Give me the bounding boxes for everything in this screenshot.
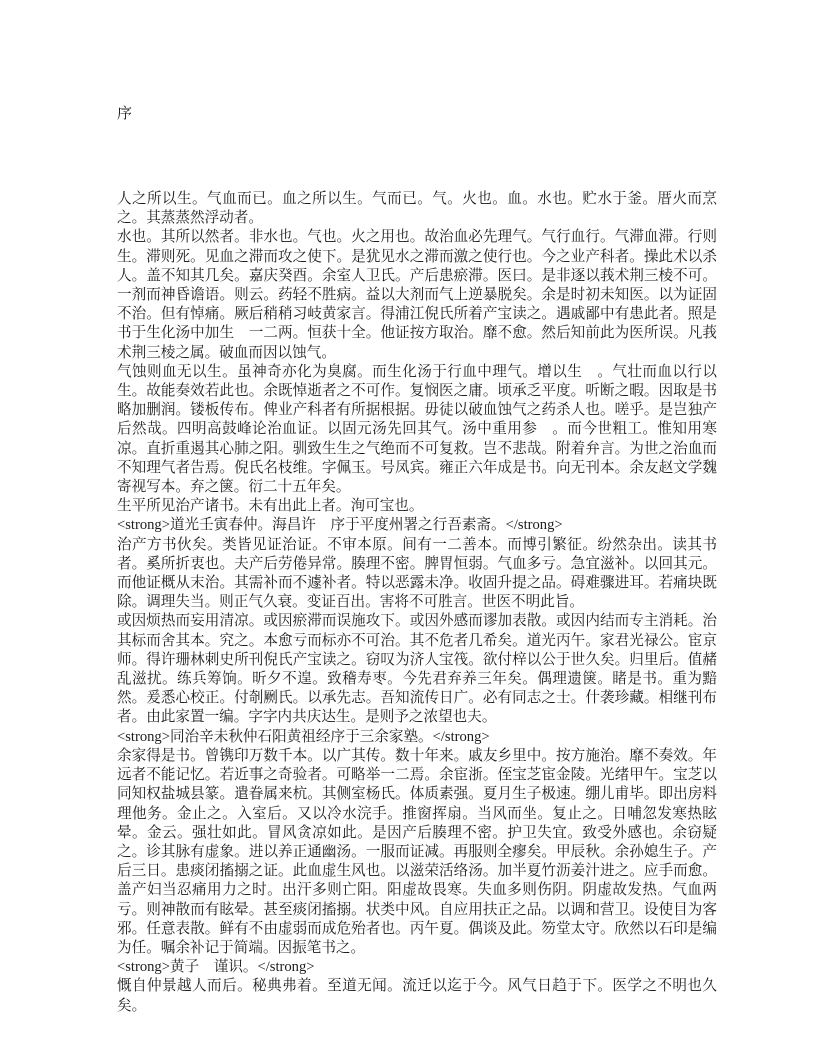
document-body [117, 190, 717, 1016]
paragraph: 生平所见治产诸书。未有出此上者。洵可宝也。 [117, 498, 424, 515]
paragraph: 或因烦热而妄用清凉。或因瘀滞而误施攻下。或因外感而谬加表散。或因内结而专主消耗。治其标而舍其本。究之。本愈亏而标亦不可治。其不危者几希矣。道光丙午。家君光禄公。宦京师。得许珊林刺史所刊倪氏产宝读之。窃叹为济人宝筏。欲付梓以公于世久矣。归里后。值赭乱滋扰。练兵筹饷。昕夕不遑。致稽寿枣。今先君弃养三年矣。偶理遗箧。睹是书。重为黯然。爰悉心校正。付剞劂氏。以承先志。吾知流传日广。必有同志之士。什袭珍藏。相继刊布者。由此家置一编。字字内共庆达生。是则予之浓望也夫。 [117, 613, 717, 726]
paragraph: 气蚀则血无以生。虽神奇亦化为臭腐。而生化汤于行血中理气。增以生 。气壮而血以行以生。故能奏效若此也。余既悼逝者之不可作。复悯医之庸。顷承乏平度。听断之暇。因取是书略加删润。镂板传布。俾业产科者有所据根据。毋徒以破血蚀气之药杀人也。嗟乎。是岂独产后然哉。四明高鼓峰论治血证。以固元汤先回其气。汤中重用参 。而今世粗工。惟知用寒凉。直折重遏其心肺之阳。驯致生生之气绝而不可复救。岂不悲哉。附着弁言。为世之治血而不知理气者告焉。倪氏名枝维。字佩玉。号凤宾。雍正六年成是书。向无刊本。余友赵文学魏寄视写本。弃之箧。衍二十五年矣。 [117, 363, 717, 496]
paragraph: 水也。其所以然者。非水也。气也。火之用也。故治血必先理气。气行血行。气滞血滞。行则生。滞则死。见血之滞而攻之使下。是犹见水之滞而激之使行也。今之业产科者。操此术以杀人。盖不知其几矣。嘉庆癸酉。余室人卫氏。产后患瘀滞。医曰。是非逐以莪术荆三棱不可。一剂而神昏谵语。则云。药轻不胜病。益以大剂而气上逆暴脱矣。余是时初未知医。以为证固不治。但有悼痛。厥后稍稍习岐黄家言。得浦江倪氏所着产宝读之。遇戚鄙中有患此者。照是书于生化汤中加生 一二两。恒获十全。他证按方取治。靡不愈。然后知前此为医所误。凡莪术荆三棱之属。破血而因以蚀气。 [117, 229, 717, 361]
paragraph-strong-tagged: <strong>道光壬寅春仲。海昌许 序于平度州署之行吾素斋。</strong> [117, 517, 563, 534]
paragraph: 余家得是书。曾镌印万数千本。以广其传。数十年来。戚友乡里中。按方施治。靡不奏效。年远者不能记忆。若近事之奇验者。可略举一二焉。余宦浙。侄宝芝宦金陵。光绪甲午。宝芝以同知权盐城县篆。遣眷属来杭。其侧室杨氏。体质素强。夏月生子极速。绷儿甫毕。即出房料理他务。金止之。入室后。又以冷水浣手。推窗挥扇。当风而坐。复止之。日哺忽发寒热眩晕。金云。强壮如此。冒风贪凉如此。是因产后腠理不密。护卫失宜。致受外感也。余窃疑之。诊其脉有虚象。进以养正通幽汤。一服而证减。再服则全瘳矣。甲辰秋。余孙媳生子。产后三日。患痰闭搐搦之证。此血虚生风也。以滋荣活络汤。加半夏竹沥姜汁进之。应手而愈。盖产妇当忍痛用力之时。出汗多则亡阳。阳虚故畏寒。失血多则伤阴。阴虚故发热。气血两亏。则神散而有眩晕。甚至痰闭搐搦。状类中风。自应用扶正之品。以调和营卫。设使目为客邪。任意表散。鲜有不由虚弱而成危殆者也。丙午夏。偶谈及此。笏堂太守。欣然以石印是编为任。嘱余补记于简端。因振笔书之。 [117, 747, 717, 956]
paragraph: 人之所以生。气血而已。血之所以生。气而已。气。火也。血。水也。贮水于釜。厝火而烹之。其蒸蒸然浮动者。 [117, 191, 717, 227]
paragraph: 治产方书伙矣。类皆见证治证。不审本原。间有一二善本。而博引繁征。纷然杂出。读其书者。奚所折衷也。夫产后劳倦异常。腠理不密。脾胃恒弱。气血多亏。急宜滋补。以回其元。而他证概从末治。其需补而不遽补者。特以恶露未净。收固升提之品。碍难骤进耳。若痛块既除。调理失当。则正气久衰。变证百出。害将不可胜言。世医不明此旨。 [117, 536, 717, 611]
paragraph: 慨自仲景越人而后。秘典弗着。至道无闻。流迁以迄于今。风气日趋于下。医学之不明也久矣。 [117, 978, 717, 1014]
paragraph-strong-tagged: <strong>黄子 谨识。</strong> [117, 959, 315, 976]
page-title: 序 [117, 106, 133, 122]
paragraph-strong-tagged: <strong>同治辛未秋仲石阳黄祖经序于三余家塾。</strong> [117, 728, 490, 745]
